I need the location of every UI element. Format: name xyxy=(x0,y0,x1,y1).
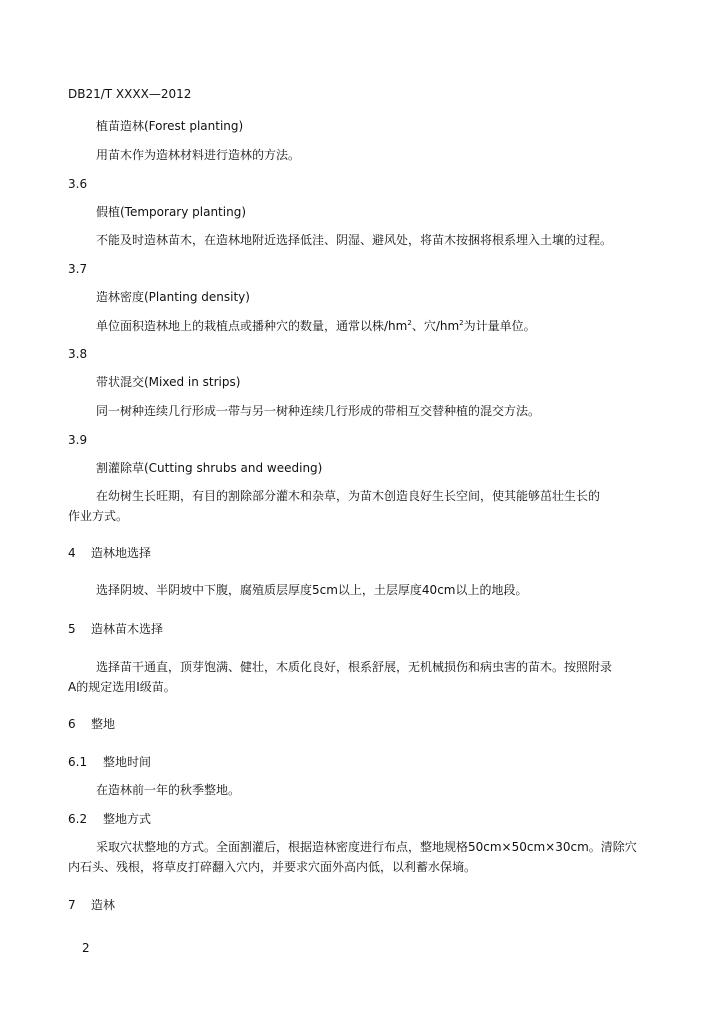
term-number: 3.8 xyxy=(68,347,88,361)
section-title: 造林地选择 xyxy=(91,546,152,560)
subsection-title: 整地时间 xyxy=(103,755,152,769)
subsection-title: 整地方式 xyxy=(103,812,152,826)
subsection-text-continued: 内石头、残根，将草皮打碎翻入穴内，并要求穴面外高内低，以利蓄水保墒。 xyxy=(68,860,477,874)
section-heading xyxy=(0,897,724,914)
page-footer xyxy=(0,940,724,957)
term-title-row xyxy=(0,118,724,135)
subsection-text-row xyxy=(0,782,724,799)
section-number: 5 xyxy=(68,622,76,636)
section-text-continued: A的规定选用Ⅰ级苗。 xyxy=(68,680,176,694)
superscript: 2 xyxy=(459,319,464,327)
section-title: 整地 xyxy=(91,717,116,731)
section-title: 造林 xyxy=(91,898,116,912)
term-number: 3.6 xyxy=(68,177,88,191)
page-number: 2 xyxy=(82,941,90,955)
document-header xyxy=(0,86,724,103)
term-definition: 不能及时造林苗木，在造林地附近选择低洼、阴湿、避风处，将苗木按捆将根系埋入土壤的过程。 xyxy=(96,233,613,247)
definition-text-a: 单位面积造林地上的栽植点或播种穴的数量，通常以株/hm xyxy=(96,319,408,333)
term-definition-row xyxy=(0,147,724,164)
term-title: 造林密度(Planting density) xyxy=(96,290,250,304)
term-title-row xyxy=(0,460,724,477)
term-number: 3.7 xyxy=(68,262,88,276)
term-number: 3.9 xyxy=(68,433,88,447)
section-text: 选择阴坡、半阴坡中下腹，腐殖质层厚度5cm以上，土层厚度40cm以上的地段。 xyxy=(96,583,528,597)
term-definition-continued: 作业方式。 xyxy=(68,509,129,523)
term-title: 假植(Temporary planting) xyxy=(96,205,246,219)
section-number: 6 xyxy=(68,717,76,731)
term-definition-row xyxy=(0,508,724,525)
standard-code: DB21/T XXXX—2012 xyxy=(68,87,192,101)
section-text-row xyxy=(0,659,724,676)
superscript: 2 xyxy=(407,319,412,327)
subsection-text: 采取穴状整地的方式。全面割灌后，根据造林密度进行布点，整地规格50cm×50cm×30cm。清除穴 xyxy=(96,840,637,854)
definition-text-c: 为计量单位。 xyxy=(463,319,536,333)
section-text-row xyxy=(0,582,724,599)
term-definition: 用苗木作为造林材料进行造林的方法。 xyxy=(96,148,301,162)
subsection-text-row xyxy=(0,859,724,876)
term-definition-row xyxy=(0,403,724,420)
subsection-text: 在造林前一年的秋季整地。 xyxy=(96,783,241,797)
term-number-row xyxy=(0,432,724,449)
section-number: 4 xyxy=(68,546,76,560)
term-title: 植苗造林(Forest planting) xyxy=(96,119,244,133)
term-definition xyxy=(96,318,536,335)
term-title-row xyxy=(0,289,724,306)
term-definition-row xyxy=(0,318,724,335)
term-title: 割灌除草(Cutting shrubs and weeding) xyxy=(96,461,323,475)
subsection-text-row xyxy=(0,839,724,856)
term-number-row xyxy=(0,176,724,193)
section-heading xyxy=(0,545,724,562)
term-number-row xyxy=(0,346,724,363)
term-definition: 在幼树生长旺期，有目的割除部分灌木和杂草，为苗木创造良好生长空间，使其能够茁壮生长的 xyxy=(96,489,601,503)
subsection-heading xyxy=(0,754,724,771)
section-text: 选择苗干通直，顶芽饱满、健壮，木质化良好，根系舒展，无机械损伤和病虫害的苗木。按照附录 xyxy=(96,660,613,674)
subsection-number: 6.2 xyxy=(68,812,88,826)
term-definition-row xyxy=(0,488,724,505)
subsection-heading xyxy=(0,811,724,828)
term-definition: 同一树种连续几行形成一带与另一树种连续几行形成的带相互交替种植的混交方法。 xyxy=(96,404,541,418)
section-title: 造林苗木选择 xyxy=(91,622,164,636)
term-title-row xyxy=(0,204,724,221)
term-title-row xyxy=(0,374,724,391)
term-title: 带状混交(Mixed in strips) xyxy=(96,375,241,389)
definition-text-b: 、穴/hm xyxy=(411,319,460,333)
term-number-row xyxy=(0,261,724,278)
term-definition-row xyxy=(0,232,724,249)
section-number: 7 xyxy=(68,898,76,912)
subsection-number: 6.1 xyxy=(68,755,88,769)
section-heading xyxy=(0,621,724,638)
section-text-row xyxy=(0,679,724,696)
section-heading xyxy=(0,716,724,733)
